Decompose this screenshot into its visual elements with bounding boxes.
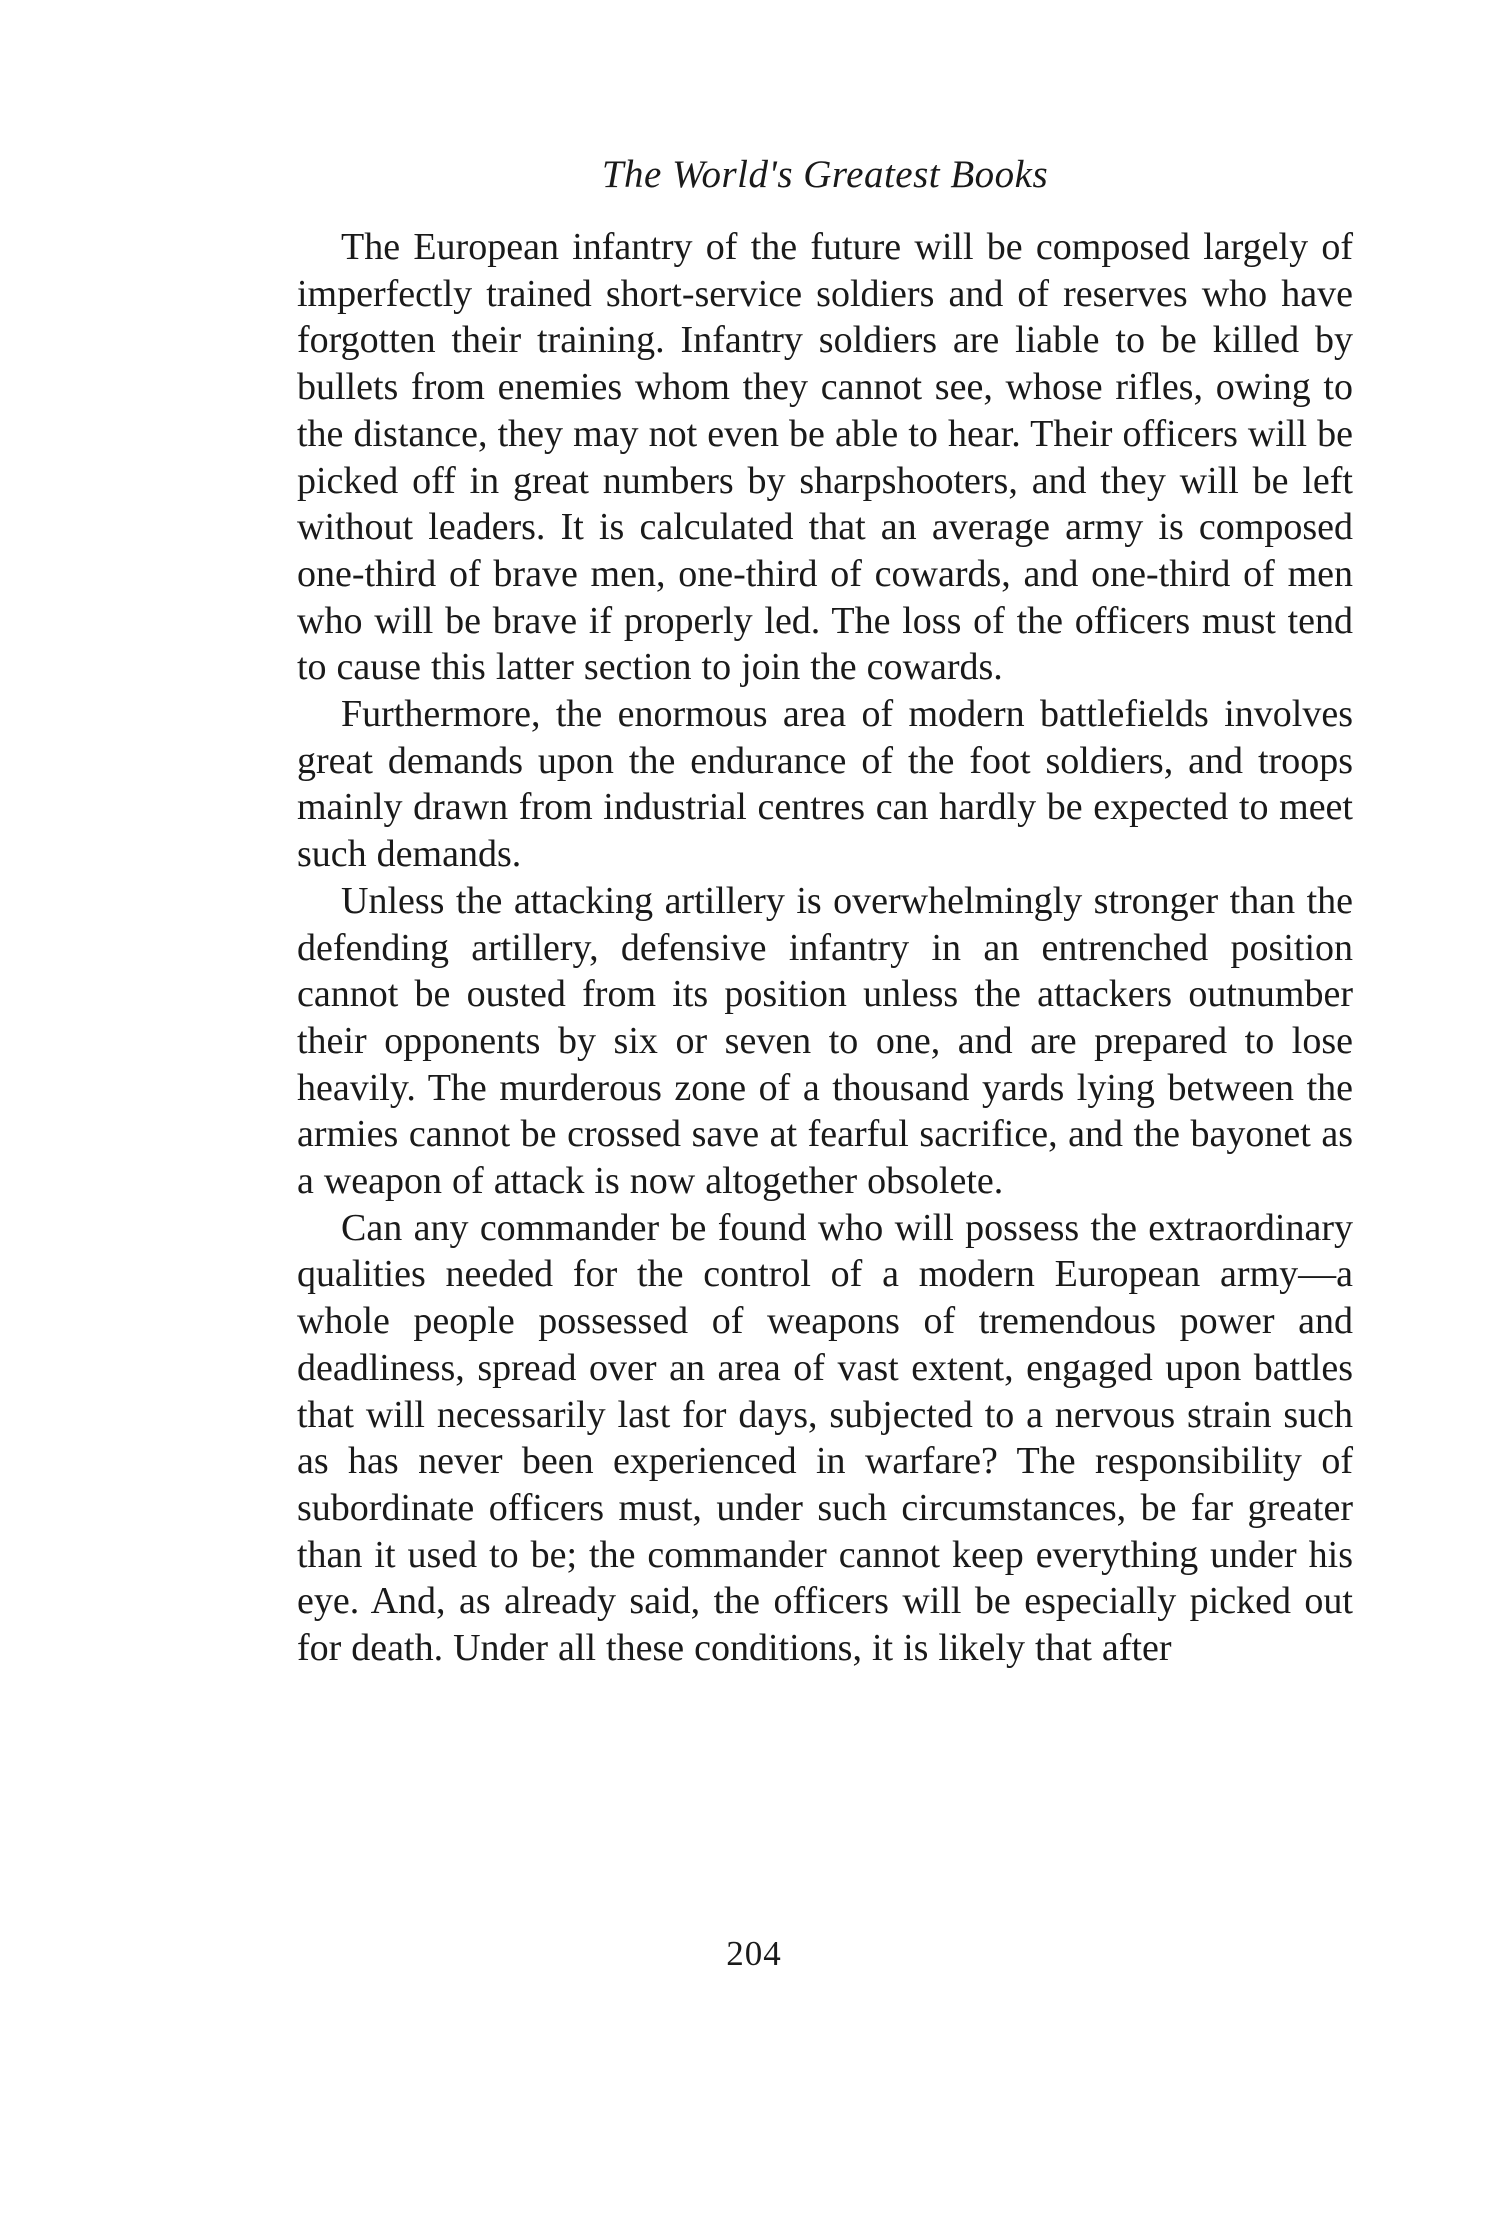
page-number: 204 (726, 1934, 782, 1973)
paragraph-3: Unless the attacking artillery is overwhelmingly stronger than the defending artillery, defensive infantry in an entrenched position cannot be ousted from its position unless the attackers outnumber their opponents by six or seven to one, and are prepared to lose heavily. The murderous zone of a thousand yards lying between the armies cannot be crossed save at fearful sacrifice, and the bayonet as a weapon of attack is now altogether obsolete. (297, 879, 1353, 1203)
paragraph-4: Can any commander be found who will possess the extraordinary qualities needed for the control of a modern European army—a whole people possessed of weapons of tremendous power and deadliness, spread over an area of vast extent, engaged upon battles that will necessarily last for days, subjected to a nervous strain such as has never been experienced in warfare? The responsibility of subordinate officers must, under such circumstances, be far greater than it used to be; the commander cannot keep everything under his eye. And, as already said, the officers will be especially picked out for death. Under all these conditions, it is likely that after (297, 1206, 1353, 1670)
book-page (297, 150, 1353, 1672)
running-head: The World's Greatest Books (601, 153, 1049, 196)
paragraph-2: Furthermore, the enormous area of modern battlefields involves great demands upon the endurance of the foot soldiers, and troops mainly drawn from industrial centres can hardly be expected to meet such demands. (297, 693, 1353, 876)
paragraph-1: The European infantry of the future will be composed largely of imperfectly trained short-service soldiers and of reserves who have forgotten their training. Infantry soldiers are liable to be killed by bullets from enemies whom they cannot see, whose rifles, owing to the distance, they may not even be able to hear. Their officers will be picked off in great numbers by sharpshooters, and they will be left without leaders. It is calculated that an average army is composed one-third of brave men, one-third of cowards, and one-third of men who will be brave if properly led. The loss of the officers must tend to cause this latter section to join the cowards. (297, 226, 1353, 689)
